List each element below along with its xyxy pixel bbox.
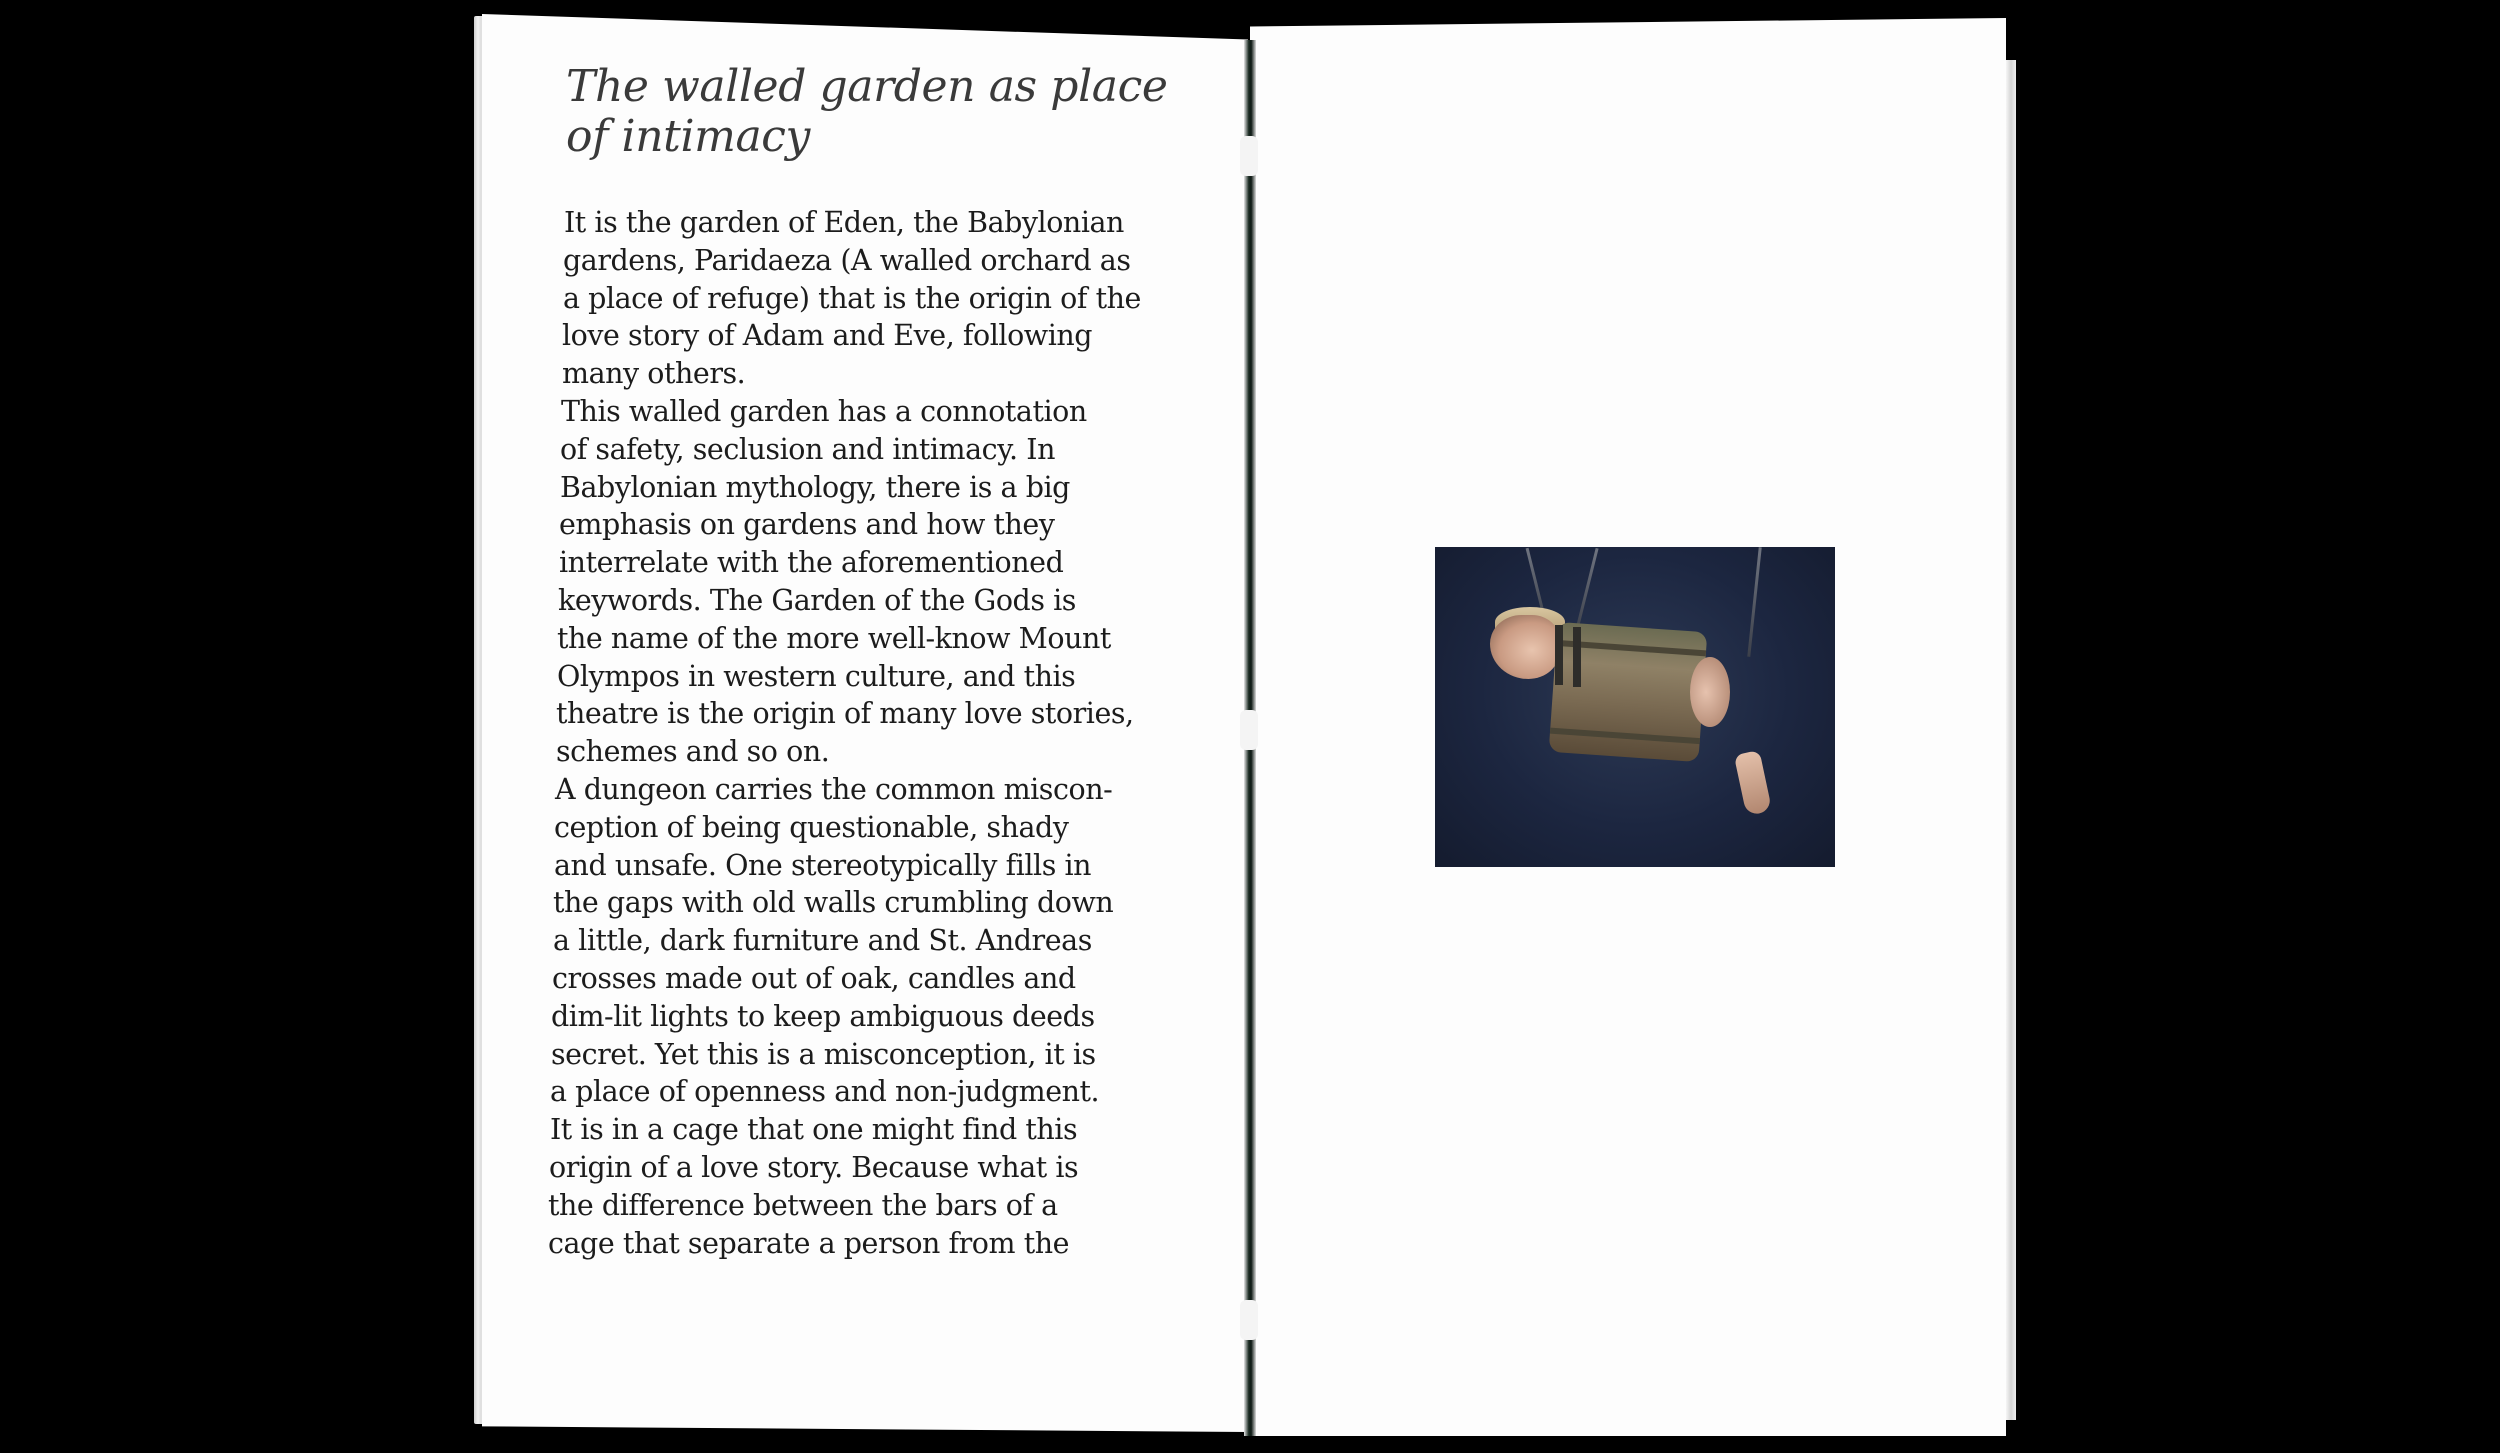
body-line: It is in a cage that one might find this [550, 1113, 1078, 1147]
staple-middle [1240, 710, 1258, 750]
body-line: Olympos in western culture, and this [557, 659, 1076, 693]
body-text [548, 204, 1164, 1262]
body-line: This walled garden has a connotation [561, 394, 1087, 428]
body-line: the name of the more well-know Mount [557, 621, 1111, 655]
barrel-clamp-inner [1573, 627, 1581, 687]
page-edges-right [2006, 60, 2016, 1420]
body-line: a little, dark furniture and St. Andreas [553, 924, 1092, 958]
photo-suspended-barrel [1435, 547, 1835, 867]
body-line: gardens, Paridaeza (A walled orchard as [563, 243, 1131, 277]
body-line: crosses made out of oak, candles and [552, 961, 1076, 995]
chain-center [1574, 548, 1598, 634]
body-line: secret. Yet this is a misconception, it is [551, 1037, 1096, 1071]
body-line: of safety, seclusion and intimacy. In [560, 432, 1055, 466]
barrel-clamp-left [1555, 625, 1563, 685]
body-line: It is the garden of Eden, the Babylonian [564, 206, 1124, 239]
body-line: the gaps with old walls crumbling down [553, 886, 1114, 920]
body-line: dim-lit lights to keep ambiguous deeds [551, 999, 1095, 1033]
body-line: origin of a love story. Because what is [549, 1150, 1079, 1184]
body-line: interrelate with the aforementioned [559, 546, 1064, 580]
barrel-band-bottom [1550, 728, 1700, 744]
page-title: The walled garden as place of intimacy [566, 61, 1168, 162]
staple-bottom [1240, 1300, 1258, 1340]
body-line: the difference between the bars of a [548, 1188, 1058, 1222]
body-line: and unsafe. One stereotypically fills in [554, 848, 1092, 882]
head [1490, 615, 1560, 679]
body-line: emphasis on gardens and how they [559, 508, 1055, 542]
body-line: cage that separate a person from the [548, 1226, 1070, 1260]
body-line: A dungeon carries the common miscon- [555, 772, 1113, 806]
chain-right [1747, 547, 1761, 657]
hip [1690, 657, 1730, 727]
staple-top [1240, 136, 1258, 176]
body-line: theatre is the origin of many love stories, [556, 697, 1134, 731]
body-line: love story of Adam and Eve, following [562, 319, 1093, 353]
body-line: a place of openness and non-judgment. [550, 1075, 1100, 1109]
body-line: many others. [562, 357, 746, 391]
body-line: keywords. The Garden of the Gods is [558, 583, 1076, 617]
body-line: a place of refuge) that is the origin of the [563, 281, 1141, 315]
foot [1734, 750, 1772, 816]
body-line: ception of being questionable, shady [554, 810, 1069, 844]
body-line: Babylonian mythology, there is a big [560, 470, 1070, 504]
body-line: schemes and so on. [556, 735, 830, 769]
